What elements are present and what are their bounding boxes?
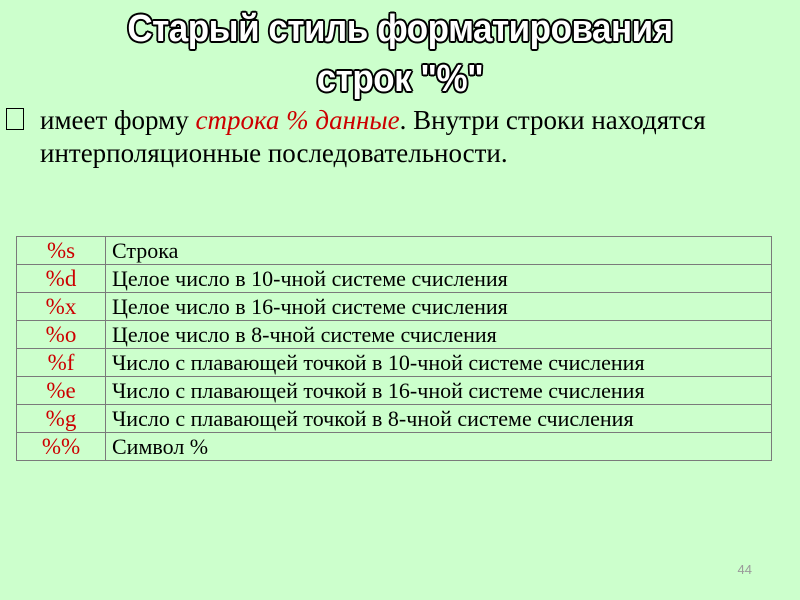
bullet-paragraph: [6, 104, 786, 170]
page-number: 44: [737, 562, 752, 577]
bullet-text: [40, 104, 786, 170]
format-description: Целое число в 8-чной системе счисления: [106, 321, 772, 349]
table-row: [17, 321, 772, 349]
bullet-text-after: . Внутри строки находятся интерполяционные последовательности.: [40, 105, 706, 168]
table-row: [17, 265, 772, 293]
table-row: [17, 237, 772, 265]
format-code: %g: [17, 405, 106, 433]
format-code: %x: [17, 293, 106, 321]
table-row: [17, 433, 772, 461]
table-row: [17, 349, 772, 377]
format-description: Символ %: [106, 433, 772, 461]
table-row: [17, 377, 772, 405]
format-code: %%: [17, 433, 106, 461]
slide-title: [32, 4, 768, 104]
bullet-text-before: имеет форму: [40, 105, 196, 135]
table-row: [17, 405, 772, 433]
checkbox-bullet-icon: [6, 108, 24, 130]
format-code: %e: [17, 377, 106, 405]
format-specifier-table: [16, 236, 772, 461]
format-code: %s: [17, 237, 106, 265]
format-description: Число с плавающей точкой в 8-чной системе счисления: [106, 405, 772, 433]
format-description: Целое число в 16-чной системе счисления: [106, 293, 772, 321]
format-code: %o: [17, 321, 106, 349]
format-description: Строка: [106, 237, 772, 265]
format-description: Целое число в 10-чной системе счисления: [106, 265, 772, 293]
table-row: [17, 293, 772, 321]
title-line-1: Старый стиль форматирования: [127, 8, 673, 50]
bullet-emphasis: строка % данные: [195, 105, 400, 135]
format-code: %d: [17, 265, 106, 293]
format-description: Число с плавающей точкой в 10-чной системе счисления: [106, 349, 772, 377]
format-description: Число с плавающей точкой в 16-чной системе счисления: [106, 377, 772, 405]
title-line-2: строк "%": [316, 58, 484, 100]
format-code: %f: [17, 349, 106, 377]
